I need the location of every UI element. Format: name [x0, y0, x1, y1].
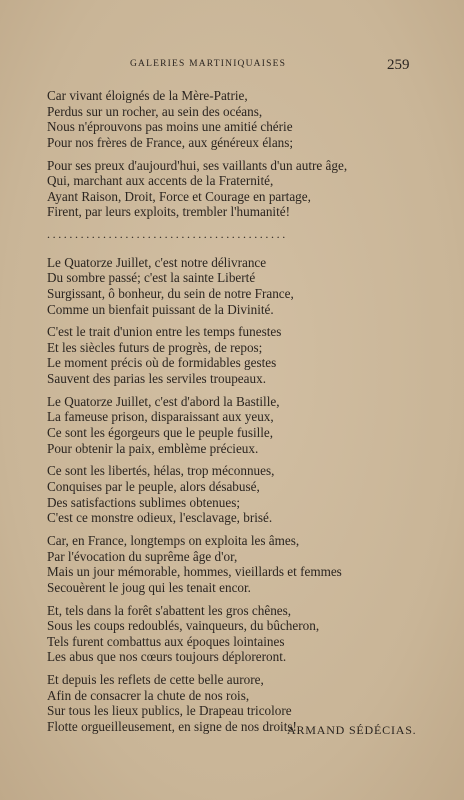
verse-line: Ayant Raison, Droit, Force et Courage en partage,	[47, 188, 311, 204]
verse-line: Surgissant, ô bonheur, du sein de notre France,	[47, 285, 294, 301]
verse-line: Nous n'éprouvons pas moins une amitié chérie	[47, 119, 293, 135]
verse-line: Le Quatorze Juillet, c'est d'abord la Bastille,	[47, 393, 280, 409]
verse-line: Sur tous les lieux publics, le Drapeau tricolore	[47, 703, 292, 719]
verse-line: Des satisfactions sublimes obtenues;	[47, 494, 241, 510]
verse-line: Secouèrent le joug qui les tenait encor.	[47, 579, 251, 595]
verse-line: Le Quatorze Juillet, c'est notre délivrance	[47, 254, 267, 270]
verse-line: C'est le trait d'union entre les temps funestes	[47, 324, 282, 340]
verse-line: Pour obtenir la paix, emblème précieux.	[47, 440, 259, 456]
poem-part-1	[47, 88, 427, 220]
verse-line: Conquises par le peuple, alors désabusé,	[47, 479, 260, 494]
stanza	[47, 88, 427, 150]
stanza	[47, 533, 427, 595]
poem-part-2	[47, 255, 427, 735]
verse-line: Qui, marchant aux accents de la Fraternité,	[47, 173, 274, 189]
verse-line: Ce sont les libertés, hélas, trop méconnues,	[47, 463, 275, 479]
verse-line: Et, tels dans la forêt s'abattent les gros chênes,	[47, 602, 292, 618]
stanza	[47, 463, 427, 525]
page-number: 259	[387, 57, 410, 73]
stanza	[47, 255, 427, 317]
verse-line: Afin de consacrer la chute de nos rois,	[47, 687, 250, 703]
author-signature: ARMAND SÉDÉCIAS.	[287, 723, 417, 737]
dotted-separator: ...........................................	[47, 227, 288, 242]
stanza	[47, 324, 427, 386]
verse-line: Pour ses preux d'aujourd'hui, ses vaillants d'un autre âge,	[47, 157, 348, 173]
verse-line: Car vivant éloignés de la Mère-Patrie,	[47, 88, 248, 103]
verse-line: Firent, par leurs exploits, trembler l'humanité!	[47, 204, 290, 220]
verse-line: Car, en France, longtemps on exploita les âmes,	[47, 532, 300, 548]
verse-line: Comme un bienfait puissant de la Divinité.	[47, 301, 274, 317]
verse-line: Perdus sur un rocher, au sein des océans,	[47, 103, 263, 119]
verse-line: Par l'évocation du suprême âge d'or,	[47, 548, 238, 564]
verse-line: Et depuis les reflets de cette belle aurore,	[47, 672, 264, 688]
verse-line: Flotte orgueilleusement, en signe de nos droits!	[47, 718, 297, 734]
verse-line: C'est ce monstre odieux, l'esclavage, brisé.	[47, 510, 273, 526]
verse-line: Le moment précis où de formidables gestes	[47, 355, 277, 371]
verse-line: Pour nos frères de France, aux généreux élans;	[47, 134, 294, 150]
verse-line: Mais un jour mémorable, hommes, vieillards et femmes	[47, 564, 342, 580]
verse-line: Du sombre passé; c'est la sainte Liberté	[47, 270, 256, 286]
verse-line: Sauvent des parias les serviles troupeaux.	[47, 371, 266, 387]
verse-line: La fameuse prison, disparaissant aux yeux,	[47, 409, 274, 425]
verse-line: Les abus que nos cœurs toujours déploreront.	[47, 649, 287, 665]
poem-text	[47, 88, 427, 742]
verse-line: Sous les coups redoublés, vainqueurs, du bûcheron,	[47, 618, 320, 634]
running-title: GALERIES MARTINIQUAISES	[130, 59, 287, 69]
verse-line: Ce sont les égorgeurs que le peuple fusille,	[47, 425, 274, 441]
stanza	[47, 394, 427, 456]
page-header	[0, 58, 464, 74]
stanza	[47, 158, 427, 220]
stanza	[47, 603, 427, 665]
verse-line: Tels furent combattus aux époques lointaines	[47, 633, 285, 649]
verse-line: Et les siècles futurs de progrès, de repos;	[47, 339, 263, 355]
